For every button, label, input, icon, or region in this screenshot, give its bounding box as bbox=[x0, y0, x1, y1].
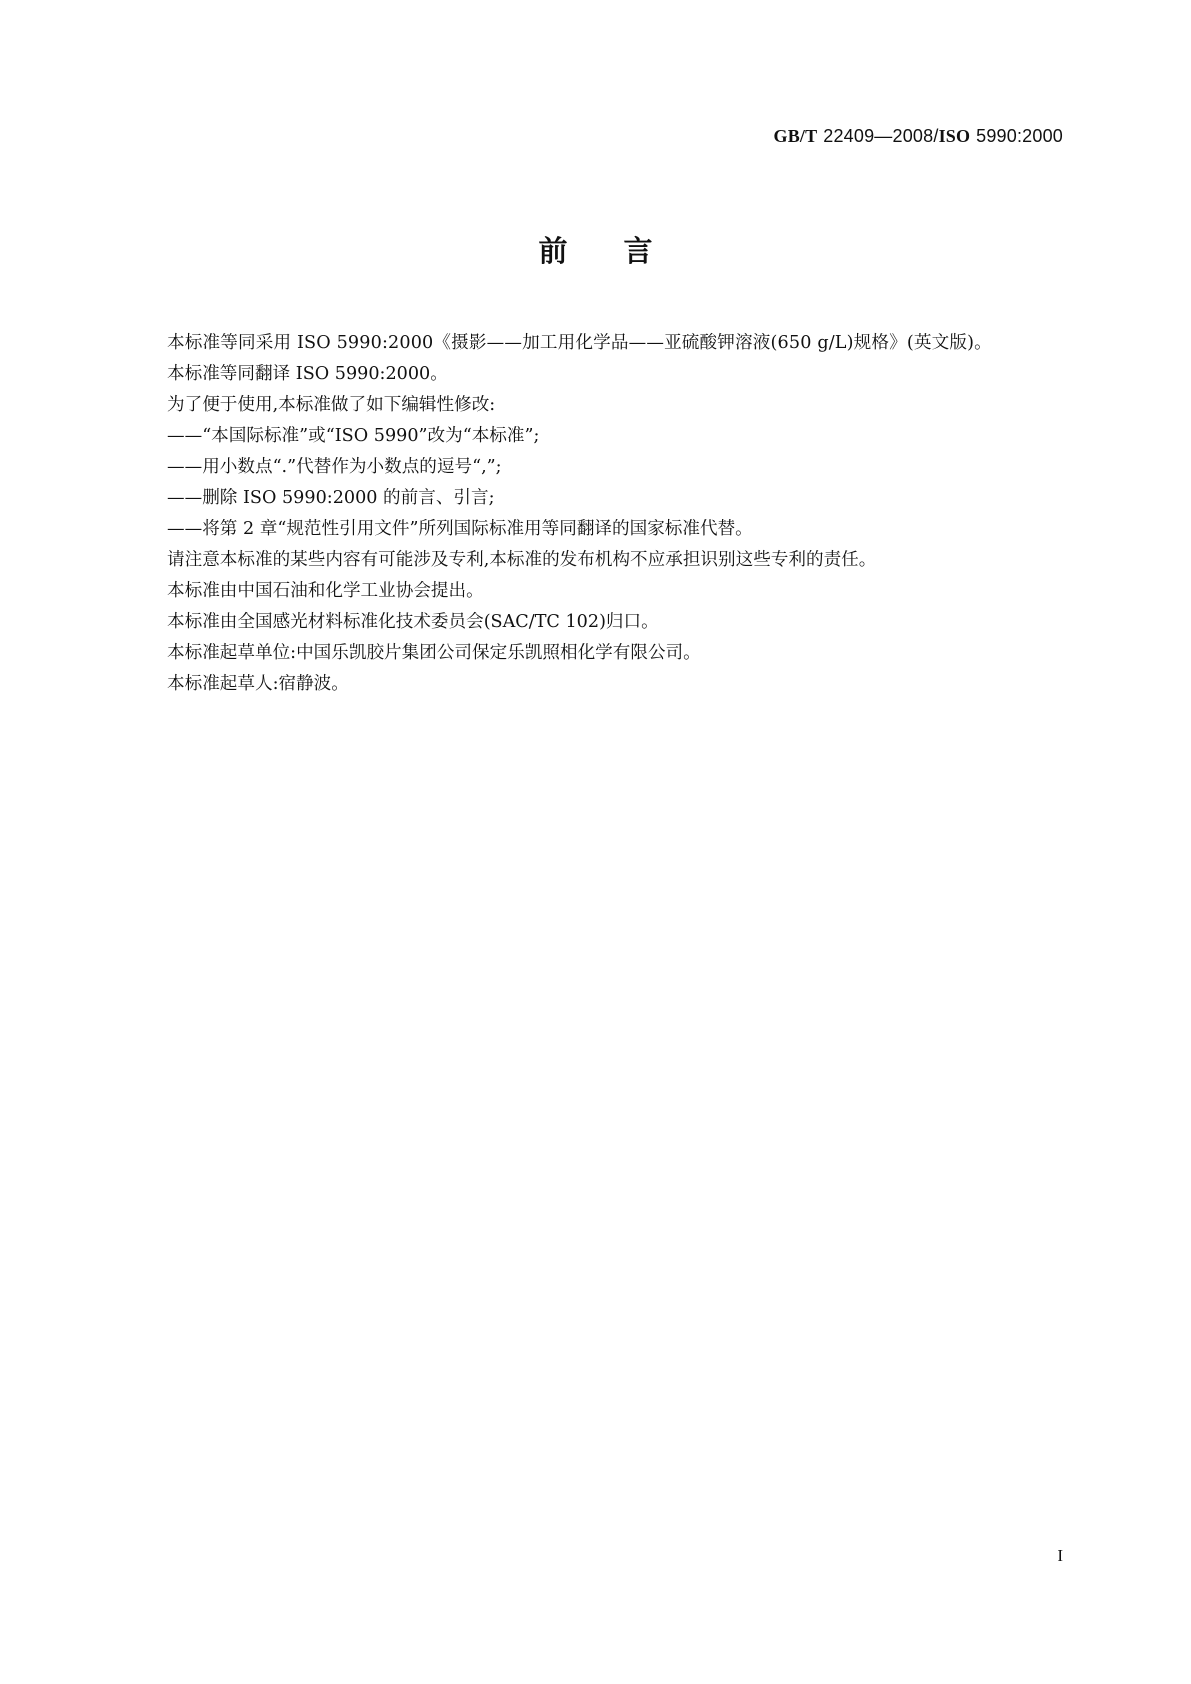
paragraph-proposed-by: 本标准由中国石油和化学工业协会提出。 bbox=[167, 581, 484, 601]
list-item-edit-2: ——用小数点“.”代替作为小数点的逗号“,”; bbox=[167, 457, 502, 477]
iso-number: 5990:2000 bbox=[976, 126, 1063, 146]
iso-prefix: ISO bbox=[938, 126, 971, 146]
list-item-edit-4: ——将第 2 章“规范性引用文件”所列国际标准用等同翻译的国家标准代替。 bbox=[167, 519, 753, 539]
paragraph-patent-notice: 请注意本标准的某些内容有可能涉及专利,本标准的发布机构不应承担识别这些专利的责任。 bbox=[167, 550, 877, 570]
paragraph-drafter: 本标准起草人:宿静波。 bbox=[167, 674, 349, 694]
paragraph-edits-intro: 为了便于使用,本标准做了如下编辑性修改: bbox=[167, 395, 496, 415]
list-item-edit-1: ——“本国际标准”或“ISO 5990”改为“本标准”; bbox=[167, 426, 540, 446]
page-number: I bbox=[1057, 1546, 1063, 1565]
paragraph-adoption: 本标准等同采用 ISO 5990:2000《摄影——加工用化学品——亚硫酸钾溶液(650 g/L)规格》(英文版)。 bbox=[167, 333, 992, 353]
foreword-body bbox=[131, 328, 1061, 700]
standard-prefix: GB/T bbox=[773, 126, 818, 146]
paragraph-translation: 本标准等同翻译 ISO 5990:2000。 bbox=[167, 364, 448, 384]
standard-header bbox=[774, 126, 1064, 147]
standard-number: 22409—2008/ bbox=[823, 126, 939, 146]
page-title: 前言 bbox=[538, 234, 709, 268]
paragraph-drafting-unit: 本标准起草单位:中国乐凯胶片集团公司保定乐凯照相化学有限公司。 bbox=[167, 643, 701, 663]
list-item-edit-3: ——删除 ISO 5990:2000 的前言、引言; bbox=[167, 488, 495, 508]
paragraph-centralized-by: 本标准由全国感光材料标准化技术委员会(SAC/TC 102)归口。 bbox=[167, 612, 659, 632]
